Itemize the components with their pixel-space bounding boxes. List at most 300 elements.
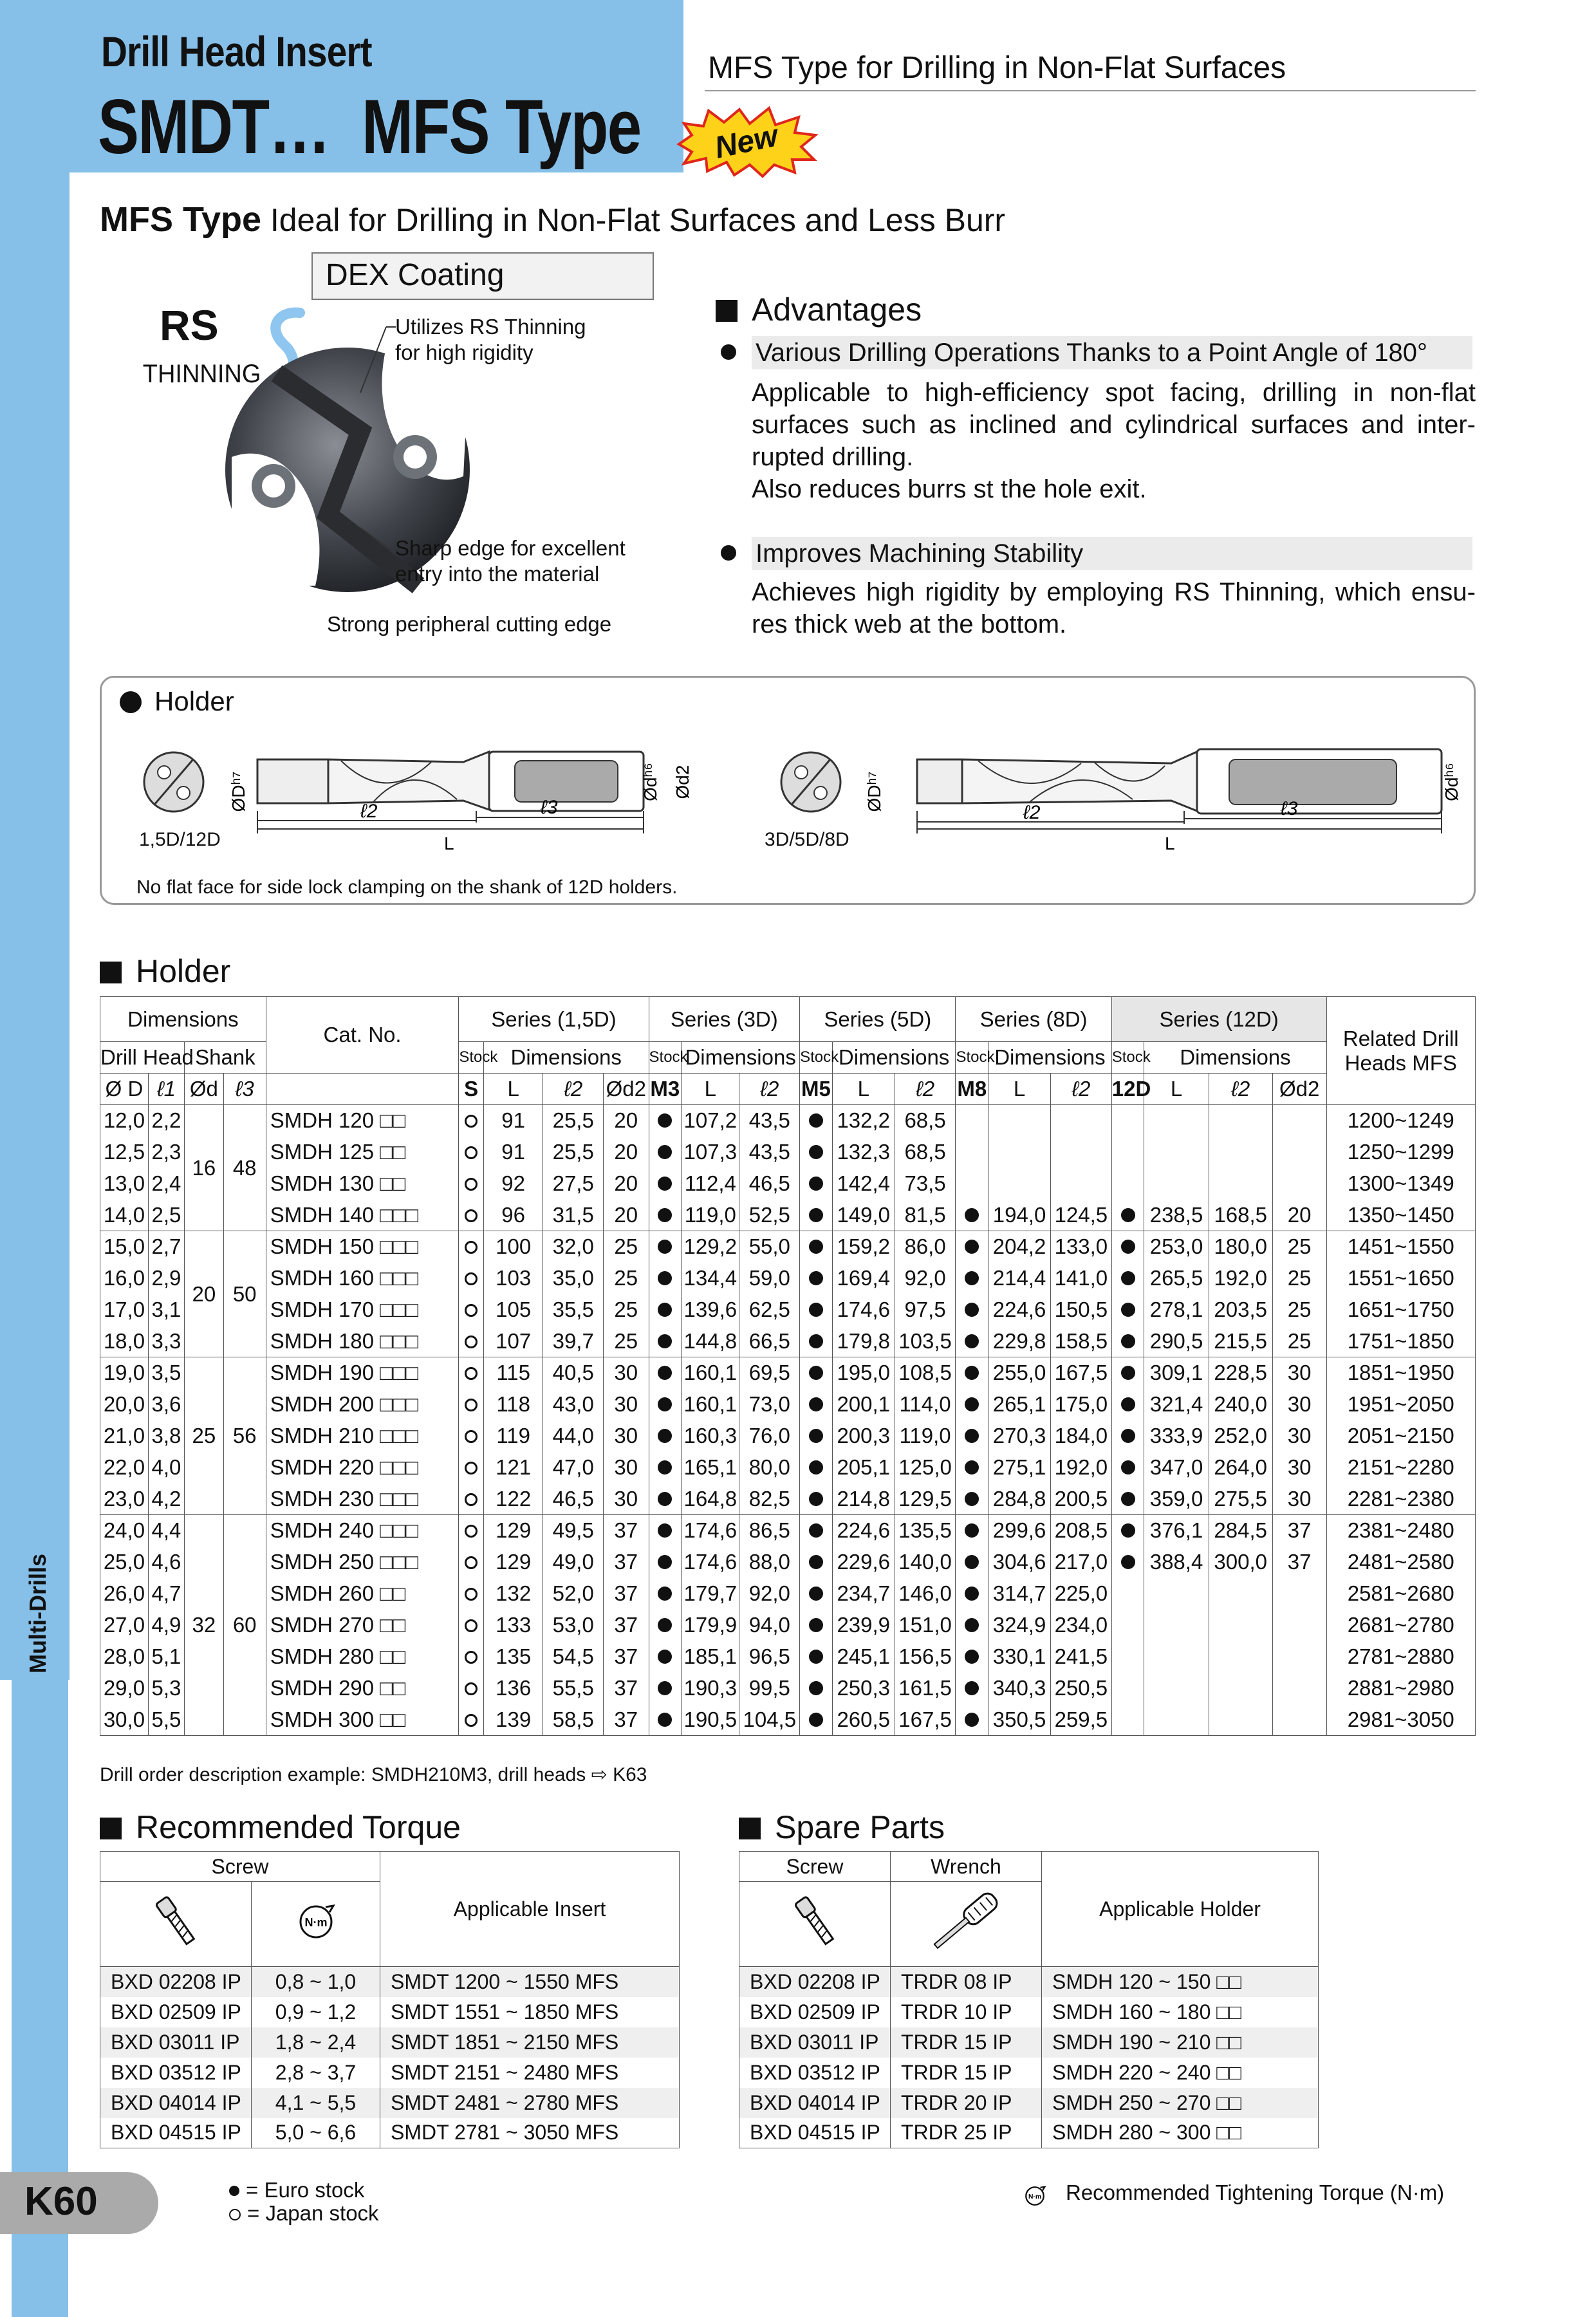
cell-L12: 347,0 [1144, 1452, 1209, 1484]
stock-cell [649, 1326, 682, 1357]
table-row [100, 1200, 1476, 1231]
cell-d21: 30 [604, 1389, 649, 1420]
cell-L1: 92 [483, 1168, 543, 1200]
euro-stock-icon [1121, 1240, 1135, 1254]
stock-cell [800, 1137, 833, 1168]
table-row [100, 1326, 1476, 1357]
cell-l212 [1209, 1673, 1272, 1704]
table-row [739, 1967, 1319, 1997]
cell-L1: 119 [483, 1420, 543, 1452]
cell-L12: 321,4 [1144, 1389, 1209, 1420]
stock-cell [459, 1294, 484, 1326]
cell-l1: 5,1 [148, 1641, 184, 1673]
cell-shank-d: 20 [185, 1231, 224, 1357]
spare-table [739, 1851, 1319, 2148]
cell-cat: SMDH 160 □□□ [266, 1263, 459, 1294]
table-row [100, 1967, 680, 1997]
stock-cell [459, 1484, 484, 1515]
euro-stock-icon [809, 1397, 823, 1411]
cell-L8: 340,3 [988, 1673, 1051, 1704]
new-badge-text: New [711, 118, 781, 165]
cell-l25: 68,5 [895, 1137, 956, 1168]
cell-screw: BXD 03512 IP [100, 2058, 252, 2088]
table-row [100, 2027, 680, 2058]
cell-l28: 241,5 [1051, 1641, 1112, 1673]
cell-L8: 255,0 [988, 1357, 1051, 1389]
cell-d212: 30 [1272, 1420, 1326, 1452]
stock-cell [956, 1326, 988, 1357]
cell-L12 [1144, 1578, 1209, 1610]
stock-cell [800, 1610, 833, 1641]
torque-icon [293, 1899, 339, 1944]
cell-L5: 195,0 [832, 1357, 895, 1389]
th-L: L [1144, 1074, 1209, 1105]
stock-cell [459, 1547, 484, 1578]
cell-l21: 25,5 [543, 1137, 604, 1168]
cell-torque: 2,8 ~ 3,7 [252, 2058, 380, 2088]
cell-l23: 82,5 [739, 1484, 800, 1515]
cell-cat: SMDH 150 □□□ [266, 1231, 459, 1263]
cell-l23: 55,0 [739, 1231, 800, 1263]
euro-stock-icon [658, 1303, 672, 1317]
cell-torque: 1,8 ~ 2,4 [252, 2027, 380, 2058]
stock-cell [956, 1578, 988, 1610]
cell-shank-l3: 60 [223, 1515, 266, 1736]
cell-L8 [988, 1137, 1051, 1168]
th-catno: Cat. No. [266, 997, 459, 1074]
cell-L8: 299,6 [988, 1515, 1051, 1547]
cell-L3: 174,6 [682, 1515, 739, 1547]
th-l2: ℓ2 [1209, 1074, 1272, 1105]
cell-L8: 330,1 [988, 1641, 1051, 1673]
cell-cat: SMDH 220 □□□ [266, 1452, 459, 1484]
cell-cat: SMDH 240 □□□ [266, 1515, 459, 1547]
cell-L12: 333,9 [1144, 1420, 1209, 1452]
cell-shank-d: 32 [185, 1515, 224, 1736]
cell-cat: SMDH 180 □□□ [266, 1326, 459, 1357]
cell-shank-l3: 48 [223, 1105, 266, 1231]
cell-l1: 4,6 [148, 1547, 184, 1578]
svg-text:THINNING: THINNING [142, 360, 261, 389]
japan-stock-icon [465, 1682, 478, 1695]
cell-d21: 37 [604, 1673, 649, 1704]
japan-stock-icon [465, 1209, 478, 1222]
cell-l23: 94,0 [739, 1610, 800, 1641]
stock-cell [649, 1484, 682, 1515]
stock-cell [649, 1641, 682, 1673]
th-dims: Dimensions [682, 1042, 800, 1074]
cell-l23: 43,5 [739, 1137, 800, 1168]
holder-table-title: Holder [100, 953, 230, 990]
cell-d212 [1272, 1578, 1326, 1610]
holder-drawing-label: Holder [156, 686, 236, 717]
cell-l1: 4,7 [148, 1578, 184, 1610]
cell-d212: 37 [1272, 1547, 1326, 1578]
cell-L3: 185,1 [682, 1641, 739, 1673]
cell-l28: 175,0 [1051, 1389, 1112, 1420]
cell-cat: SMDH 300 □□ [266, 1704, 459, 1736]
cell-l23: 43,5 [739, 1105, 800, 1137]
cell-D: 16,0 [100, 1263, 149, 1294]
filled-dot-icon [229, 2186, 239, 2196]
advantages-title: Advantages [716, 291, 922, 328]
cell-screw: BXD 02509 IP [100, 1997, 252, 2027]
stock-cell [649, 1357, 682, 1389]
cell-shank-d: 25 [185, 1357, 224, 1515]
cell-cat: SMDH 210 □□□ [266, 1420, 459, 1452]
cell-rel: 1951~2050 [1326, 1389, 1476, 1420]
cell-l21: 47,0 [543, 1452, 604, 1484]
stock-cell [1111, 1578, 1144, 1610]
cell-l28: 250,5 [1051, 1673, 1112, 1704]
stock-cell [459, 1704, 484, 1736]
cell-l1: 2,3 [148, 1137, 184, 1168]
cell-l21: 49,0 [543, 1547, 604, 1578]
cell-d21: 30 [604, 1357, 649, 1389]
cell-l25: 103,5 [895, 1326, 956, 1357]
th-applicable-insert: Applicable Insert [380, 1852, 680, 1967]
table-row [739, 2118, 1319, 2148]
th-screw: Screw [100, 1852, 380, 1882]
cell-shank-l3: 56 [223, 1357, 266, 1515]
cell-L3: 179,7 [682, 1578, 739, 1610]
cell-L1: 136 [483, 1673, 543, 1704]
cell-L12: 238,5 [1144, 1200, 1209, 1231]
euro-stock-icon [809, 1523, 823, 1538]
cell-l1: 4,9 [148, 1610, 184, 1641]
th-l2: ℓ2 [739, 1074, 800, 1105]
japan-stock-icon [465, 1493, 478, 1506]
euro-stock-icon [965, 1650, 979, 1664]
cell-L3: 190,3 [682, 1673, 739, 1704]
cell-wrench: TRDR 15 IP [891, 2027, 1042, 2058]
cell-D: 22,0 [100, 1452, 149, 1484]
cell-L3: 174,6 [682, 1547, 739, 1578]
svg-text:ØDʰ⁷: ØDʰ⁷ [228, 771, 248, 812]
euro-stock-icon [658, 1366, 672, 1380]
euro-stock-icon [965, 1681, 979, 1695]
cell-l21: 35,5 [543, 1294, 604, 1326]
cell-cat: SMDH 170 □□□ [266, 1294, 459, 1326]
table-row [100, 2118, 680, 2148]
stock-cell [956, 1484, 988, 1515]
cell-L1: 105 [483, 1294, 543, 1326]
stock-cell [1111, 1389, 1144, 1420]
svg-text:ℓ3: ℓ3 [1281, 798, 1298, 819]
cell-l28: 184,0 [1051, 1420, 1112, 1452]
stock-cell [649, 1515, 682, 1547]
cell-l212 [1209, 1610, 1272, 1641]
wrench-icon [921, 1886, 1011, 1957]
cell-L12 [1144, 1168, 1209, 1200]
th-drill-head: Drill Head [100, 1042, 185, 1074]
stock-cell [1111, 1263, 1144, 1294]
cell-l212: 300,0 [1209, 1547, 1272, 1578]
cell-L12: 253,0 [1144, 1231, 1209, 1263]
cell-rel: 1751~1850 [1326, 1326, 1476, 1357]
cell-l28: 124,5 [1051, 1200, 1112, 1231]
cell-L3: 107,3 [682, 1137, 739, 1168]
stock-cell [1111, 1452, 1144, 1484]
drawing-note: No flat face for side lock clamping on the shank of 12D holders. [136, 877, 678, 898]
stock-cell [459, 1610, 484, 1641]
square-bullet-icon [100, 1818, 122, 1839]
stock-cell [956, 1704, 988, 1736]
th-series-8d: Series (8D) [956, 997, 1111, 1042]
japan-stock-icon [465, 1430, 478, 1443]
cell-d21: 25 [604, 1231, 649, 1263]
th-related: Related Drill Heads MFS [1326, 997, 1476, 1105]
cell-l25: 119,0 [895, 1420, 956, 1452]
euro-stock-icon [965, 1618, 979, 1632]
table-row [100, 1578, 1476, 1610]
stock-cell [1111, 1704, 1144, 1736]
cell-insert: SMDT 1200 ~ 1550 MFS [380, 1967, 680, 1997]
table-row [100, 1389, 1476, 1420]
wrench-icon-cell [891, 1882, 1042, 1967]
euro-stock-icon [809, 1145, 823, 1159]
stock-cell [1111, 1231, 1144, 1263]
cell-L3: 134,4 [682, 1263, 739, 1294]
stock-cell [800, 1420, 833, 1452]
cell-L5: 174,6 [832, 1294, 895, 1326]
table-row [739, 2088, 1319, 2118]
cell-torque: 0,9 ~ 1,2 [252, 1997, 380, 2027]
cell-l23: 69,5 [739, 1357, 800, 1389]
cell-l1: 4,2 [148, 1484, 184, 1515]
euro-stock-icon [965, 1460, 979, 1475]
cell-l28: 167,5 [1051, 1357, 1112, 1389]
cell-l21: 32,0 [543, 1231, 604, 1263]
japan-stock-icon [465, 1525, 478, 1538]
cell-l212: 180,0 [1209, 1231, 1272, 1263]
cell-L1: 133 [483, 1610, 543, 1641]
th-stock: Stock [1111, 1042, 1144, 1074]
stock-cell [459, 1231, 484, 1263]
stock-cell [459, 1389, 484, 1420]
cell-D: 29,0 [100, 1673, 149, 1704]
cell-L8: 275,1 [988, 1452, 1051, 1484]
cell-l28: 259,5 [1051, 1704, 1112, 1736]
cell-rel: 2781~2880 [1326, 1641, 1476, 1673]
header-right-title: MFS Type for Drilling in Non-Flat Surfaces [708, 51, 1286, 85]
euro-stock-icon [1121, 1460, 1135, 1475]
cell-d21: 20 [604, 1105, 649, 1137]
cell-D: 27,0 [100, 1610, 149, 1641]
th-series-5d: Series (5D) [800, 997, 956, 1042]
th-screw: Screw [739, 1852, 891, 1882]
bullet-icon [721, 344, 736, 360]
stock-cell [459, 1263, 484, 1294]
stock-cell [459, 1515, 484, 1547]
cell-L8: 204,2 [988, 1231, 1051, 1263]
side-tab-label: Multi-Drills [24, 1554, 51, 1673]
cell-d212: 20 [1272, 1200, 1326, 1231]
cell-d212 [1272, 1168, 1326, 1200]
cell-L3: 144,8 [682, 1326, 739, 1357]
th-series-3d: Series (3D) [649, 997, 800, 1042]
cell-D: 26,0 [100, 1578, 149, 1610]
th-S: S [459, 1074, 484, 1105]
cell-L12: 278,1 [1144, 1294, 1209, 1326]
callout-peripheral-edge: Strong peripheral cutting edge [327, 612, 612, 636]
cell-L5: 245,1 [832, 1641, 895, 1673]
cell-l1: 4,0 [148, 1452, 184, 1484]
cell-wrench: TRDR 10 IP [891, 1997, 1042, 2027]
svg-text:RS: RS [160, 301, 219, 349]
cell-d21: 37 [604, 1547, 649, 1578]
holder-table-body [100, 1105, 1476, 1736]
cell-l23: 92,0 [739, 1578, 800, 1610]
cell-L5: 169,4 [832, 1263, 895, 1294]
svg-text:L: L [1165, 833, 1175, 853]
cell-shank-l3: 50 [223, 1231, 266, 1357]
cell-L1: 103 [483, 1263, 543, 1294]
cell-l23: 86,5 [739, 1515, 800, 1547]
cell-L8: 284,8 [988, 1484, 1051, 1515]
euro-stock-icon [658, 1555, 672, 1569]
th-series-1-5d: Series (1,5D) [459, 997, 649, 1042]
advantage-heading-1: Various Drilling Operations Thanks to a Point Angle of 180° [752, 336, 1472, 369]
stock-cell [649, 1168, 682, 1200]
cell-d212: 25 [1272, 1294, 1326, 1326]
cell-l21: 53,0 [543, 1610, 604, 1641]
table-row [100, 1997, 680, 2027]
cell-l28: 133,0 [1051, 1231, 1112, 1263]
stock-cell [1111, 1547, 1144, 1578]
torque-table-body [100, 1967, 680, 2148]
table-row [100, 1420, 1476, 1452]
euro-stock-icon [965, 1429, 979, 1443]
cell-d212: 25 [1272, 1263, 1326, 1294]
cell-D: 28,0 [100, 1641, 149, 1673]
stock-cell [1111, 1137, 1144, 1168]
euro-stock-icon [965, 1334, 979, 1348]
cell-L12: 290,5 [1144, 1326, 1209, 1357]
cell-l212 [1209, 1168, 1272, 1200]
th-L: L [832, 1074, 895, 1105]
svg-text:ℓ3: ℓ3 [541, 797, 558, 818]
order-note: Drill order description example: SMDH210M3, drill heads ⇨ K63 [100, 1764, 647, 1785]
cell-d212 [1272, 1610, 1326, 1641]
japan-stock-icon [465, 1556, 478, 1569]
cell-L8: 324,9 [988, 1610, 1051, 1641]
cell-L1: 139 [483, 1704, 543, 1736]
cell-l1: 2,4 [148, 1168, 184, 1200]
cell-rel: 2381~2480 [1326, 1515, 1476, 1547]
cell-l1: 2,7 [148, 1231, 184, 1263]
stock-cell [956, 1137, 988, 1168]
euro-stock-icon [1121, 1303, 1135, 1317]
stock-cell [956, 1452, 988, 1484]
cell-L3: 119,0 [682, 1200, 739, 1231]
th-M5: M5 [800, 1074, 833, 1105]
cell-L12 [1144, 1641, 1209, 1673]
spare-table-body [739, 1967, 1319, 2148]
cell-D: 13,0 [100, 1168, 149, 1200]
cell-L8 [988, 1168, 1051, 1200]
cell-L12: 309,1 [1144, 1357, 1209, 1389]
cell-insert: SMDT 2151 ~ 2480 MFS [380, 2058, 680, 2088]
cell-l1: 3,5 [148, 1357, 184, 1389]
cell-screw: BXD 02208 IP [100, 1967, 252, 1997]
stock-cell [800, 1515, 833, 1547]
cell-L12: 359,0 [1144, 1484, 1209, 1515]
euro-stock-icon [809, 1555, 823, 1569]
th-series-12d: Series (12D) [1111, 997, 1326, 1042]
cell-L3: 139,6 [682, 1294, 739, 1326]
cell-l23: 96,5 [739, 1641, 800, 1673]
euro-stock-icon [1121, 1208, 1135, 1222]
cell-l25: 97,5 [895, 1294, 956, 1326]
cell-L12 [1144, 1137, 1209, 1168]
cell-d212 [1272, 1641, 1326, 1673]
th-l3: ℓ3 [223, 1074, 266, 1105]
cell-L8: 194,0 [988, 1200, 1051, 1231]
cell-l25: 81,5 [895, 1200, 956, 1231]
advantage-heading-2: Improves Machining Stability [752, 537, 1472, 570]
square-bullet-icon [739, 1818, 761, 1839]
stock-cell [649, 1578, 682, 1610]
cell-cat: SMDH 290 □□ [266, 1673, 459, 1704]
euro-stock-icon [658, 1460, 672, 1475]
euro-stock-icon [965, 1303, 979, 1317]
cell-l1: 4,4 [148, 1515, 184, 1547]
cell-wrench: TRDR 08 IP [891, 1967, 1042, 1997]
table-row [100, 1704, 1476, 1736]
cell-L3: 107,2 [682, 1105, 739, 1137]
cell-D: 20,0 [100, 1389, 149, 1420]
cell-l212 [1209, 1578, 1272, 1610]
stock-cell [956, 1610, 988, 1641]
cell-l21: 52,0 [543, 1578, 604, 1610]
stock-cell [1111, 1641, 1144, 1673]
euro-stock-icon [965, 1555, 979, 1569]
spare-title: Spare Parts [739, 1809, 945, 1846]
cell-L5: 132,2 [832, 1105, 895, 1137]
cell-rel: 2581~2680 [1326, 1578, 1476, 1610]
stock-cell [649, 1610, 682, 1641]
cell-L1: 96 [483, 1200, 543, 1231]
stock-cell [800, 1231, 833, 1263]
cell-screw: BXD 03011 IP [739, 2027, 891, 2058]
euro-stock-icon [658, 1113, 672, 1128]
cell-l23: 88,0 [739, 1547, 800, 1578]
cell-l212 [1209, 1105, 1272, 1137]
table-row [100, 1515, 1476, 1547]
stock-cell [800, 1452, 833, 1484]
th-l2: ℓ2 [895, 1074, 956, 1105]
torque-footnote: Recommended Tightening Torque (N·m) [1066, 2181, 1445, 2204]
euro-stock-icon [1121, 1271, 1135, 1285]
header-subtitle: Drill Head Insert [101, 28, 372, 75]
cell-l25: 146,0 [895, 1578, 956, 1610]
japan-stock-icon [465, 1335, 478, 1348]
bullet-icon [721, 545, 736, 561]
cell-l25: 68,5 [895, 1105, 956, 1137]
cell-d21: 25 [604, 1326, 649, 1357]
stock-cell [459, 1137, 484, 1168]
japan-stock-icon [465, 1714, 478, 1727]
open-dot-icon [229, 2209, 241, 2220]
stock-cell [1111, 1420, 1144, 1452]
stock-cell [459, 1168, 484, 1200]
cell-L1: 129 [483, 1547, 543, 1578]
svg-text:N·m: N·m [1028, 2193, 1041, 2201]
cell-rel: 1551~1650 [1326, 1263, 1476, 1294]
cell-l1: 5,5 [148, 1704, 184, 1736]
cell-L3: 160,1 [682, 1357, 739, 1389]
